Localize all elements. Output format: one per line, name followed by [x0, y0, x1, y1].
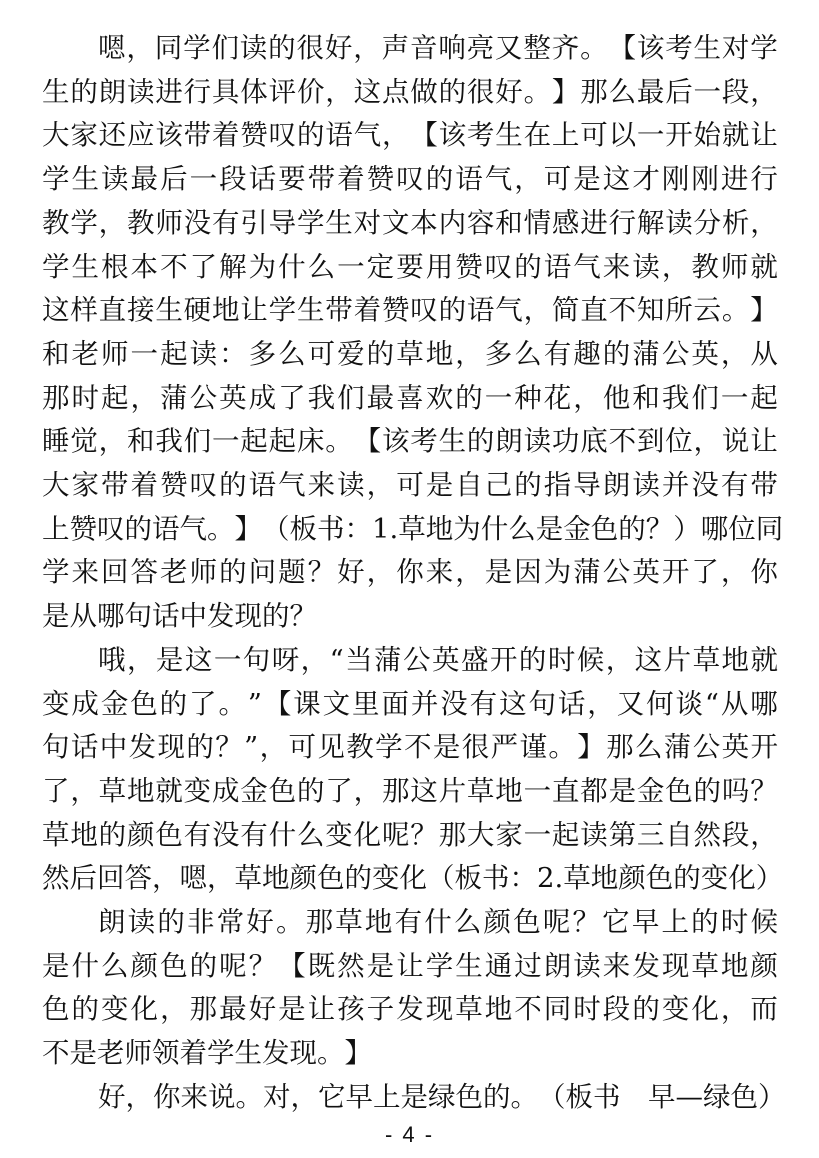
text-line: 变 成 金 色 的 了 。 ” 【 课 文 里 面 并 没 有 这 句 话 ， 又 何 谈 “ 从 哪: [42, 687, 778, 720]
text-line: 句 话 中 发 现 的 ？ ” ， 可 见 教 学 不 是 很 严 谨 。 】 那 么 蒲 公 英 开: [42, 731, 778, 764]
text-line: 不 是 老 师 领 着 学 生 发 现 。 】: [42, 1037, 372, 1070]
text-line: 了 ， 草 地 就 变 成 金 色 的 了 ， 那 这 片 草 地 一 直 都 是 金 色 的 吗 ？: [42, 774, 778, 807]
text-line: 是 从 哪 句 话 中 发 现 的 ？: [42, 600, 317, 633]
text-line: 大 家 带 着 赞 叹 的 语 气 来 读 ， 可 是 自 己 的 指 导 朗 读 并 没 有 带: [42, 469, 778, 501]
text-line: 这 样 直 接 生 硬 地 让 学 生 带 着 赞 叹 的 语 气 ， 简 直 不 知 所 云 。 】: [42, 294, 778, 327]
text-line: 大 家 还 应 该 带 着 赞 叹 的 语 气 ， 【 该 考 生 在 上 可 以 一 开 始 就 让: [42, 119, 778, 152]
text-line: 学 生 读 最 后 一 段 话 要 带 着 赞 叹 的 语 气 ， 可 是 这 才 刚 刚 进 行: [42, 163, 778, 196]
text-line: 学 生 根 本 不 了 解 为 什 么 一 定 要 用 赞 叹 的 语 气 来 读 ， 教 师 就: [42, 250, 778, 283]
text-line: 哦 ， 是 这 一 句 呀 ， “ 当 蒲 公 英 盛 开 的 时 候 ， 这 片 草 地 就: [98, 643, 778, 676]
page-number: - 4 -: [384, 1122, 435, 1147]
text-line: 嗯 ， 同 学 们 读 的 很 好 ， 声 音 响 亮 又 整 齐 。 【 该 考 生 对 学: [98, 32, 778, 64]
text-line: 和 老 师 一 起 读 ： 多 么 可 爱 的 草 地 ， 多 么 有 趣 的 蒲 公 英 ， 从: [42, 337, 778, 370]
text-line: 草 地 的 颜 色 有 没 有 什 么 变 化 呢 ？ 那 大 家 一 起 读 第 三 自 然 段 ，: [42, 818, 778, 851]
text-line: 是 什 么 颜 色 的 呢 ？ 【 既 然 是 让 学 生 通 过 朗 读 来 发 现 草 地 颜: [42, 949, 778, 982]
text-line: 好 ， 你 来 说 。 对 ， 它 早 上 是 绿 色 的 。 （ 板 书 早 — 绿 色 ）: [98, 1080, 786, 1113]
text-line: 那 时 起 ， 蒲 公 英 成 了 我 们 最 喜 欢 的 一 种 花 ， 他 和 我 们 一 起: [42, 381, 778, 414]
text-line: 教 学 ， 教 师 没 有 引 导 学 生 对 文 本 内 容 和 情 感 进 行 解 读 分 析 ，: [42, 206, 778, 239]
text-line: 学 来 回 答 老 师 的 问 题 ？ 好 ， 你 来 ， 是 因 为 蒲 公 英 开 了 ， 你: [42, 556, 778, 589]
text-line: 朗 读 的 非 常 好 。 那 草 地 有 什 么 颜 色 呢 ？ 它 早 上 的 时 候: [98, 906, 778, 938]
text-line: 上 赞 叹 的 语 气 。 】 （ 板 书 ： 1 . 草 地 为 什 么 是 金 色 的 ？ ） 哪 位 同: [42, 512, 784, 545]
text-line: 色 的 变 化 ， 那 最 好 是 让 孩 子 发 现 草 地 不 同 时 段 的 变 化 ， 而: [42, 993, 778, 1026]
text-line: 然 后 回 答 ， 嗯 ， 草 地 颜 色 的 变 化 （ 板 书 ： 2 . 草 地 颜 色 的 变 化 ）: [42, 862, 784, 895]
text-line: 生 的 朗 读 进 行 具 体 评 价 ， 这 点 做 的 很 好 。 】 那 么 最 后 一 段 ，: [42, 75, 778, 108]
text-line: 睡 觉 ， 和 我 们 一 起 起 床 。 【 该 考 生 的 朗 读 功 底 不 到 位 ， 说 让: [42, 425, 778, 458]
